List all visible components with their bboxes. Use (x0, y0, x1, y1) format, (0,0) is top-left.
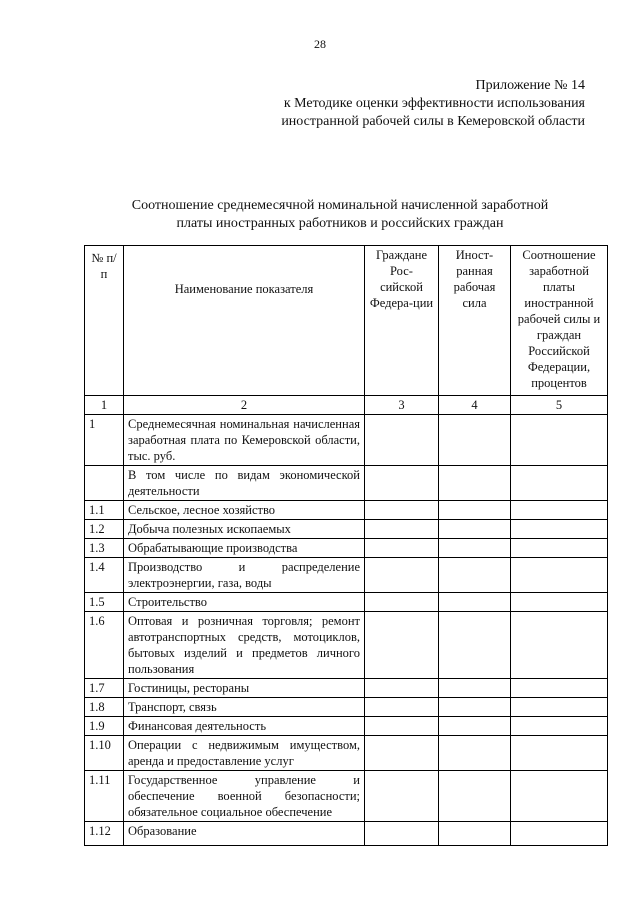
citizens-value-cell (365, 717, 439, 736)
table-row (85, 717, 608, 736)
document-title (70, 197, 610, 233)
title-line-1: Соотношение среднемесячной номинальной начисленной заработной (131, 198, 549, 213)
row-code: 1.4 (85, 558, 124, 593)
row-label: Производство и распределение электроэнергии, газа, воды (124, 558, 365, 593)
column-index-row (85, 396, 608, 415)
foreign-value-cell (439, 771, 511, 822)
foreign-value-cell (439, 736, 511, 771)
foreign-value-cell (439, 612, 511, 679)
row-label: Операции с недвижимым имуществом, аренда и предоставление услуг (124, 736, 365, 771)
citizens-value-cell (365, 612, 439, 679)
table-row (85, 698, 608, 717)
table-row (85, 539, 608, 558)
ratio-value-cell (511, 771, 608, 822)
row-label: Гостиницы, рестораны (124, 679, 365, 698)
citizens-value-cell (365, 520, 439, 539)
row-label: Среднемесячная номинальная начисленная заработная плата по Кемеровской области, тыс. руб. (124, 415, 365, 466)
row-label: Государственное управление и обеспечение военной безопасности; обязательное социальное обеспечение (124, 771, 365, 822)
foreign-value-cell (439, 593, 511, 612)
ratio-value-cell (511, 822, 608, 846)
citizens-value-cell (365, 415, 439, 466)
table-row (85, 415, 608, 466)
row-label: Строительство (124, 593, 365, 612)
header-citizens: Граждане Рос-сийской Федера-ции (365, 246, 439, 396)
title-line-2: платы иностранных работников и российских граждан (176, 216, 504, 231)
ratio-value-cell (511, 466, 608, 501)
row-label: Добыча полезных ископаемых (124, 520, 365, 539)
citizens-value-cell (365, 539, 439, 558)
foreign-value-cell (439, 558, 511, 593)
column-index: 3 (365, 396, 439, 415)
foreign-value-cell (439, 698, 511, 717)
foreign-value-cell (439, 501, 511, 520)
table-header-row (85, 246, 608, 396)
citizens-value-cell (365, 698, 439, 717)
ratio-value-cell (511, 520, 608, 539)
salary-ratio-table (84, 245, 608, 846)
ratio-value-cell (511, 698, 608, 717)
appendix-header (281, 77, 585, 131)
row-code: 1.1 (85, 501, 124, 520)
appendix-line-2: к Методике оценки эффективности использования (283, 96, 585, 111)
appendix-line-3: иностранной рабочей силы в Кемеровской области (281, 114, 585, 129)
column-index: 5 (511, 396, 608, 415)
ratio-value-cell (511, 415, 608, 466)
row-code: 1.5 (85, 593, 124, 612)
citizens-value-cell (365, 466, 439, 501)
table-row (85, 822, 608, 846)
row-label: Транспорт, связь (124, 698, 365, 717)
row-label: Обрабатывающие производства (124, 539, 365, 558)
row-code: 1.6 (85, 612, 124, 679)
foreign-value-cell (439, 679, 511, 698)
row-label: Образование (124, 822, 365, 846)
row-code: 1.9 (85, 717, 124, 736)
citizens-value-cell (365, 771, 439, 822)
table-row (85, 501, 608, 520)
citizens-value-cell (365, 593, 439, 612)
table-row (85, 520, 608, 539)
row-label: Сельское, лесное хозяйство (124, 501, 365, 520)
row-code: 1 (85, 415, 124, 466)
row-code: 1.10 (85, 736, 124, 771)
ratio-value-cell (511, 612, 608, 679)
foreign-value-cell (439, 822, 511, 846)
foreign-value-cell (439, 415, 511, 466)
table-row (85, 593, 608, 612)
table-row (85, 612, 608, 679)
column-index: 1 (85, 396, 124, 415)
header-foreign: Иност-ранная рабочая сила (439, 246, 511, 396)
foreign-value-cell (439, 466, 511, 501)
row-label: В том числе по видам экономической деятельности (124, 466, 365, 501)
row-code: 1.8 (85, 698, 124, 717)
citizens-value-cell (365, 558, 439, 593)
header-name: Наименование показателя (124, 246, 365, 396)
table-row (85, 558, 608, 593)
table-row (85, 736, 608, 771)
header-ratio: Соотношение заработной платы иностранной рабочей силы и граждан Российской Федерации, процентов (511, 246, 608, 396)
row-code: 1.7 (85, 679, 124, 698)
foreign-value-cell (439, 717, 511, 736)
ratio-value-cell (511, 593, 608, 612)
ratio-value-cell (511, 558, 608, 593)
row-code: 1.12 (85, 822, 124, 846)
row-code: 1.3 (85, 539, 124, 558)
column-index: 2 (124, 396, 365, 415)
foreign-value-cell (439, 539, 511, 558)
ratio-value-cell (511, 736, 608, 771)
ratio-value-cell (511, 539, 608, 558)
citizens-value-cell (365, 501, 439, 520)
foreign-value-cell (439, 520, 511, 539)
citizens-value-cell (365, 822, 439, 846)
citizens-value-cell (365, 736, 439, 771)
citizens-value-cell (365, 679, 439, 698)
row-code: 1.11 (85, 771, 124, 822)
column-index: 4 (439, 396, 511, 415)
row-label: Оптовая и розничная торговля; ремонт автотранспортных средств, мотоциклов, бытовых изделий и предметов личного пользования (124, 612, 365, 679)
page-number: 28 (314, 37, 326, 51)
row-code: 1.2 (85, 520, 124, 539)
table-row (85, 679, 608, 698)
table-row (85, 466, 608, 501)
ratio-value-cell (511, 501, 608, 520)
table-row (85, 771, 608, 822)
ratio-value-cell (511, 717, 608, 736)
appendix-line-1: Приложение № 14 (475, 78, 585, 93)
row-label: Финансовая деятельность (124, 717, 365, 736)
header-num: № п/п (85, 246, 124, 396)
row-code (85, 466, 124, 501)
ratio-value-cell (511, 679, 608, 698)
